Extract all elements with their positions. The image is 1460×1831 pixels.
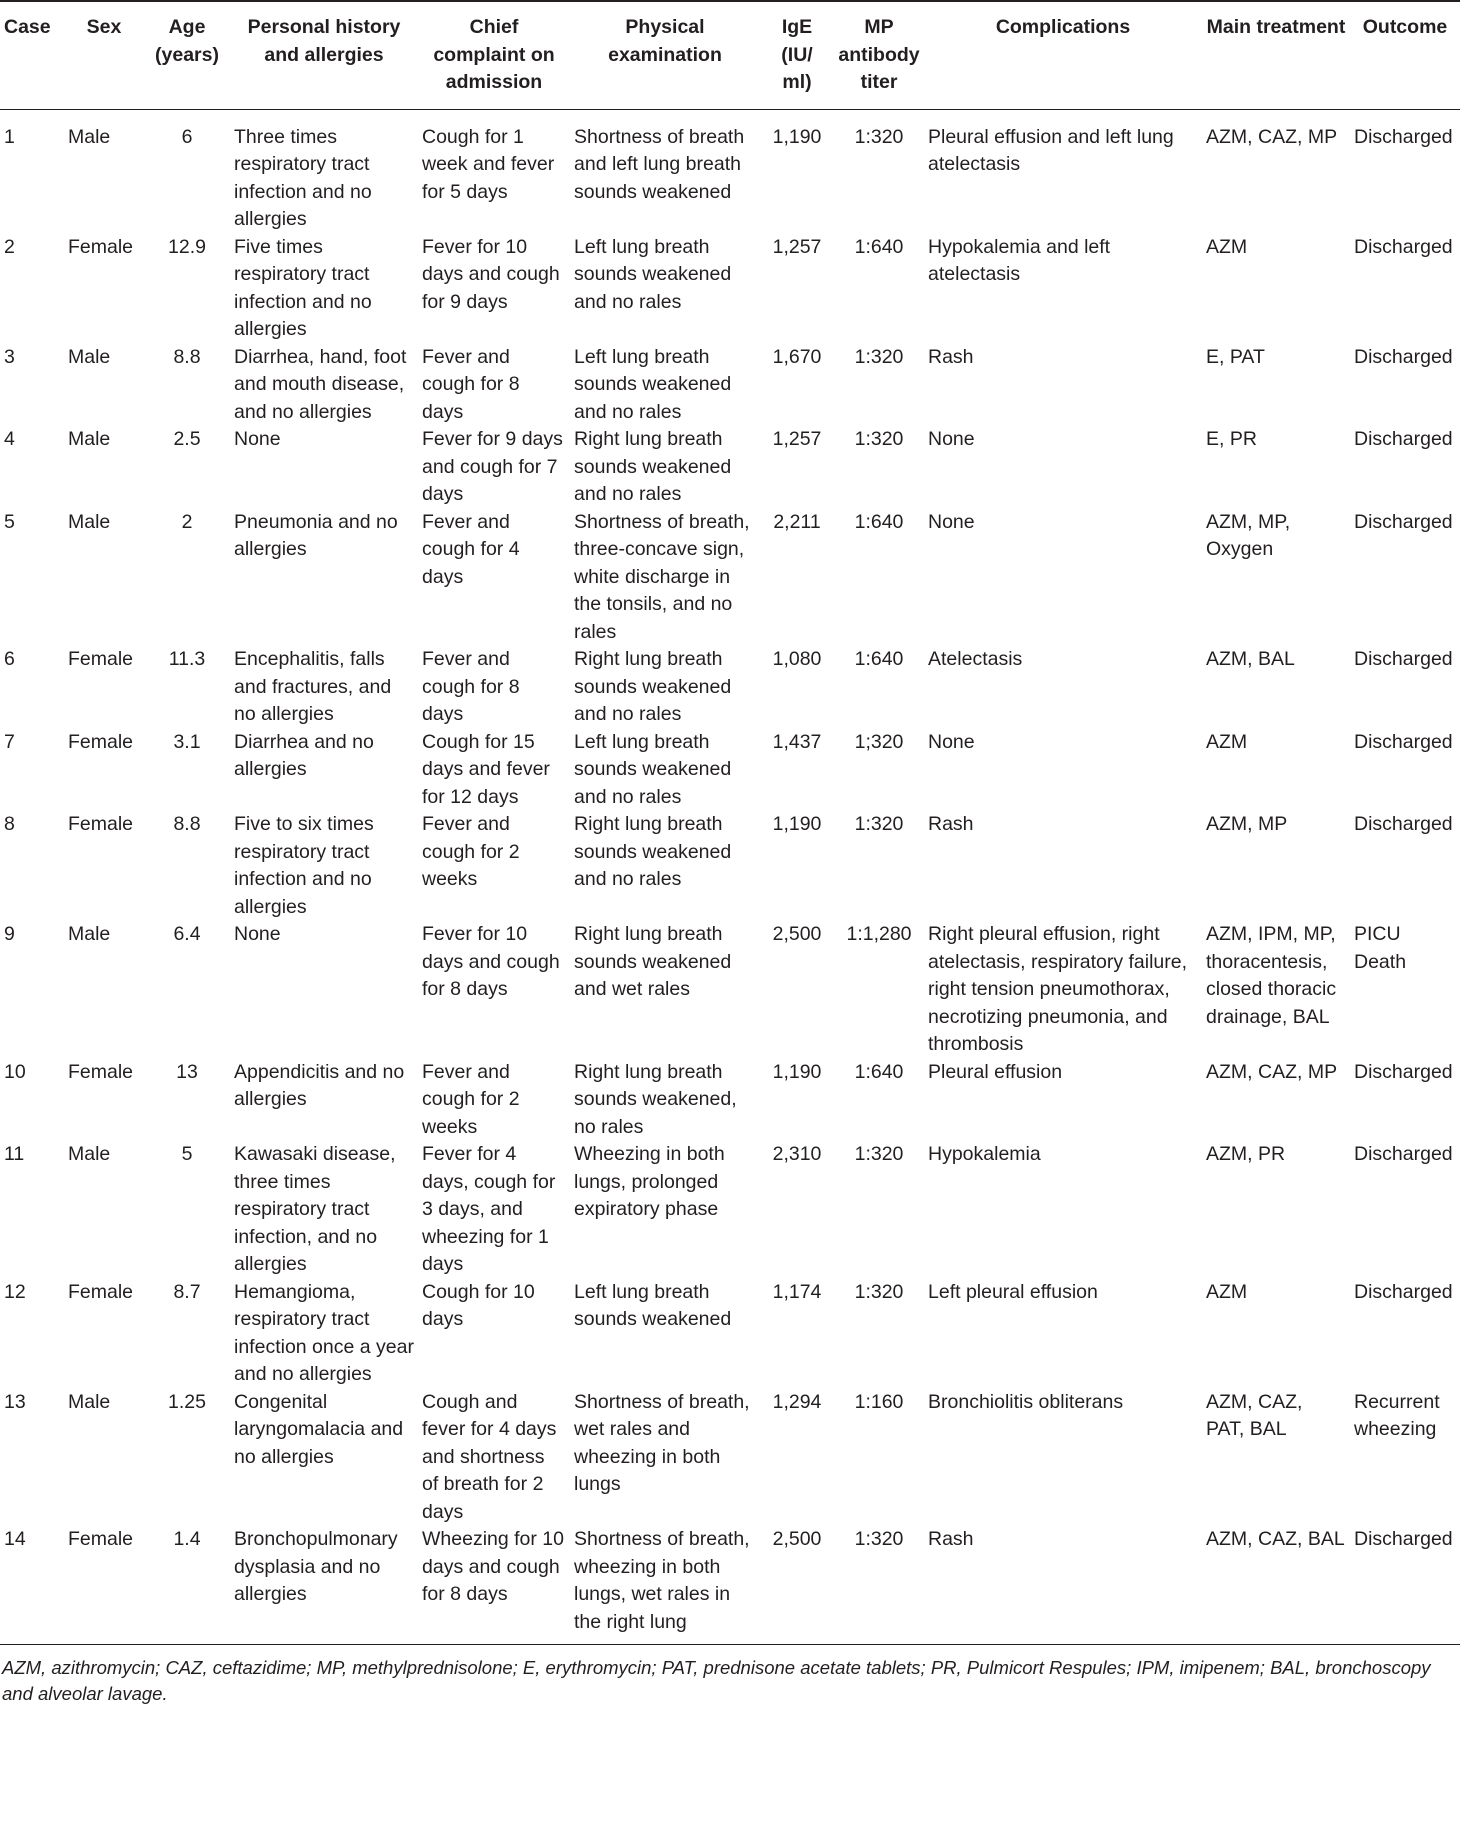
cell-personal-history: Diarrhea, hand, foot and mouth disease, and no allergies bbox=[234, 345, 407, 423]
cell-main-treatment: AZM, MP, Oxygen bbox=[1206, 510, 1291, 560]
cell-age: 5 bbox=[181, 1143, 193, 1165]
cell-main-treatment: AZM, IPM, MP, thoracentesis, closed thoracic drainage, BAL bbox=[1206, 923, 1337, 1028]
cell-ige: 1,174 bbox=[772, 1280, 822, 1303]
cell-case: 2 bbox=[4, 235, 15, 258]
cell-physical-examination: Left lung breath sounds weakened and no rales bbox=[574, 345, 732, 423]
cell-personal-history: Diarrhea and no allergies bbox=[234, 730, 374, 780]
cell-chief-complaint: Cough for 15 days and fever for 12 days bbox=[422, 730, 550, 808]
cell-personal-history: Three times respiratory tract infection and no allergies bbox=[234, 125, 372, 230]
cell-mp-antibody-titer: 1:320 bbox=[854, 345, 904, 368]
cell-ige: 1,257 bbox=[772, 428, 822, 450]
cell-personal-history: Five to six times respiratory tract infection and no allergies bbox=[234, 813, 374, 918]
table-row bbox=[0, 729, 1460, 812]
cell-outcome: Discharged bbox=[1354, 730, 1453, 753]
table-row bbox=[0, 109, 1460, 234]
table-row bbox=[0, 1526, 1460, 1645]
cell-main-treatment: AZM, BAL bbox=[1206, 648, 1295, 670]
cell-sex: Female bbox=[64, 1526, 144, 1645]
cell-physical-examination: Shortness of breath, three-concave sign, white discharge in the tonsils, and no rales bbox=[574, 510, 750, 643]
cell-physical-examination: Right lung breath sounds weakened and wet rales bbox=[574, 923, 732, 1000]
cell-ige: 1,080 bbox=[772, 648, 822, 670]
cell-outcome: Discharged bbox=[1354, 1143, 1453, 1165]
cell-mp-antibody-titer: 1;320 bbox=[854, 730, 904, 753]
cell-age: 2.5 bbox=[173, 428, 201, 450]
table-header bbox=[0, 1, 1460, 109]
header-physical-examination: Physical examination bbox=[570, 1, 760, 109]
cell-case: 14 bbox=[0, 1526, 64, 1645]
cell-personal-history: Appendicitis and no allergies bbox=[234, 1060, 405, 1110]
cell-outcome: Discharged bbox=[1354, 345, 1453, 368]
table-row bbox=[0, 234, 1460, 344]
header-complications: Complications bbox=[924, 1, 1202, 109]
cell-personal-history: Pneumonia and no allergies bbox=[234, 510, 398, 560]
table-row bbox=[0, 426, 1460, 509]
cell-complications: Pleural effusion bbox=[928, 1060, 1063, 1083]
cell-complications: Bronchiolitis obliterans bbox=[928, 1390, 1124, 1413]
cell-sex: Female bbox=[68, 730, 134, 753]
cell-outcome: Discharged bbox=[1350, 1526, 1460, 1645]
cell-complications: Pleural effusion and left lung atelectasis bbox=[928, 125, 1174, 175]
cell-sex: Female bbox=[68, 1280, 134, 1303]
cell-ige: 1,190 bbox=[772, 1060, 822, 1083]
table-row bbox=[0, 1389, 1460, 1527]
cell-ige: 2,211 bbox=[773, 510, 821, 533]
cell-outcome: Discharged bbox=[1354, 1060, 1453, 1083]
cell-complications: Right pleural effusion, right atelectasis, respiratory failure, right tension pneumothorax, necrotizing pneumonia, and thrombosis bbox=[928, 923, 1188, 1055]
cell-personal-history: None bbox=[234, 923, 281, 945]
cell-chief-complaint: Cough and fever for 4 days and shortness of breath for 2 days bbox=[422, 1390, 557, 1523]
cell-complications: Hypokalemia bbox=[928, 1143, 1041, 1165]
header-personal-history: Personal history and allergies bbox=[230, 1, 418, 109]
cell-chief-complaint: Wheezing for 10 days and cough for 8 days bbox=[418, 1526, 570, 1645]
cell-main-treatment: AZM, CAZ, MP bbox=[1206, 1060, 1338, 1083]
cell-ige: 1,190 bbox=[772, 813, 822, 835]
cell-ige: 2,310 bbox=[772, 1143, 822, 1165]
cell-mp-antibody-titer: 1:1,280 bbox=[846, 923, 912, 945]
cell-sex: Female bbox=[68, 648, 134, 670]
cell-age: 8.8 bbox=[173, 813, 201, 835]
cell-main-treatment: AZM, CAZ, MP bbox=[1206, 125, 1338, 148]
cell-sex: Male bbox=[68, 510, 111, 533]
cell-outcome: PICU Death bbox=[1354, 923, 1407, 973]
cell-chief-complaint: Fever and cough for 2 weeks bbox=[422, 1060, 520, 1138]
cell-personal-history: None bbox=[234, 428, 281, 450]
cell-complications: Rash bbox=[924, 1526, 1202, 1645]
header-mp-antibody-titer: MP antibody titer bbox=[834, 1, 924, 109]
header-ige: IgE (IU/ ml) bbox=[760, 1, 834, 109]
header-case: Case bbox=[0, 1, 64, 109]
cell-main-treatment: E, PAT bbox=[1206, 345, 1265, 368]
cell-case: 7 bbox=[4, 730, 15, 753]
cell-chief-complaint: Fever for 10 days and cough for 8 days bbox=[422, 923, 560, 1000]
cell-mp-antibody-titer: 1:640 bbox=[854, 648, 904, 670]
cell-case: 5 bbox=[4, 510, 15, 533]
cell-ige: 1,437 bbox=[772, 730, 822, 753]
cell-complications: Atelectasis bbox=[928, 648, 1023, 670]
cell-personal-history: Encephalitis, falls and fractures, and no allergies bbox=[234, 648, 392, 725]
cell-sex: Male bbox=[68, 428, 111, 450]
cell-main-treatment: AZM, CAZ, PAT, BAL bbox=[1206, 1390, 1303, 1440]
cell-mp-antibody-titer: 1:640 bbox=[854, 1060, 904, 1083]
cell-case: 1 bbox=[4, 125, 15, 148]
cell-case: 3 bbox=[4, 345, 15, 368]
cell-main-treatment: AZM, CAZ, BAL bbox=[1202, 1526, 1350, 1645]
cell-mp-antibody-titer: 1:640 bbox=[854, 235, 904, 258]
cell-case: 12 bbox=[4, 1280, 26, 1303]
cell-case: 4 bbox=[4, 428, 15, 450]
cell-chief-complaint: Fever for 10 days and cough for 9 days bbox=[422, 235, 560, 313]
cell-chief-complaint: Cough for 1 week and fever for 5 days bbox=[422, 125, 555, 203]
cell-physical-examination: Shortness of breath, wheezing in both lungs, wet rales in the right lung bbox=[570, 1526, 760, 1645]
cell-outcome: Discharged bbox=[1354, 125, 1453, 148]
cell-outcome: Discharged bbox=[1354, 510, 1453, 533]
cell-main-treatment: AZM, PR bbox=[1206, 1143, 1286, 1165]
cell-outcome: Discharged bbox=[1354, 235, 1453, 258]
table-row bbox=[0, 646, 1460, 729]
cell-ige: 1,257 bbox=[772, 235, 822, 258]
cell-sex: Female bbox=[68, 235, 134, 258]
cell-personal-history: Five times respiratory tract infection and no allergies bbox=[234, 235, 372, 340]
cell-chief-complaint: Fever and cough for 8 days bbox=[422, 345, 520, 423]
cell-ige: 1,294 bbox=[772, 1390, 822, 1413]
table-row bbox=[0, 509, 1460, 647]
cell-main-treatment: E, PR bbox=[1206, 428, 1257, 450]
cell-chief-complaint: Cough for 10 days bbox=[422, 1280, 535, 1330]
header-sex: Sex bbox=[64, 1, 144, 109]
cell-physical-examination: Wheezing in both lungs, prolonged expiratory phase bbox=[574, 1143, 725, 1220]
cell-case: 13 bbox=[4, 1390, 26, 1413]
cell-age: 1.25 bbox=[168, 1390, 206, 1413]
cell-complications: Rash bbox=[928, 345, 974, 368]
cell-ige: 2,500 bbox=[760, 1526, 834, 1645]
header-age: Age (years) bbox=[144, 1, 230, 109]
cell-age: 12.9 bbox=[168, 235, 206, 258]
cell-sex: Male bbox=[68, 1390, 111, 1413]
cell-outcome: Discharged bbox=[1354, 813, 1453, 835]
cell-mp-antibody-titer: 1:320 bbox=[854, 1280, 904, 1303]
cell-physical-examination: Right lung breath sounds weakened and no rales bbox=[574, 428, 732, 505]
cell-personal-history: Congenital laryngomalacia and no allergies bbox=[234, 1390, 404, 1468]
cell-physical-examination: Left lung breath sounds weakened bbox=[574, 1280, 732, 1330]
cell-ige: 1,190 bbox=[772, 125, 822, 148]
cell-physical-examination: Left lung breath sounds weakened and no rales bbox=[574, 730, 732, 808]
table-row bbox=[0, 921, 1460, 1059]
cell-sex: Female bbox=[68, 813, 134, 835]
cell-age: 8.7 bbox=[173, 1280, 201, 1303]
cell-complications: Rash bbox=[928, 813, 974, 835]
cell-case: 9 bbox=[4, 923, 15, 945]
cell-ige: 2,500 bbox=[772, 923, 822, 945]
cell-mp-antibody-titer: 1:320 bbox=[854, 1143, 904, 1165]
cell-chief-complaint: Fever and cough for 2 weeks bbox=[422, 813, 520, 890]
table-row bbox=[0, 1059, 1460, 1142]
cell-physical-examination: Right lung breath sounds weakened and no rales bbox=[574, 648, 732, 725]
cell-complications: Left pleural effusion bbox=[928, 1280, 1098, 1303]
cell-mp-antibody-titer: 1:320 bbox=[854, 125, 904, 148]
cell-case: 8 bbox=[4, 813, 15, 835]
header-row bbox=[0, 1, 1460, 109]
cell-age: 8.8 bbox=[173, 345, 201, 368]
cell-age: 1.4 bbox=[144, 1526, 230, 1645]
cell-mp-antibody-titer: 1:640 bbox=[854, 510, 904, 533]
cell-age: 2 bbox=[181, 510, 193, 533]
cell-personal-history: Hemangioma, respiratory tract infection once a year and no allergies bbox=[234, 1280, 414, 1385]
cell-case: 11 bbox=[4, 1143, 25, 1165]
cell-sex: Male bbox=[68, 125, 111, 148]
cell-complications: None bbox=[928, 510, 975, 533]
cell-physical-examination: Shortness of breath and left lung breath sounds weakened bbox=[574, 125, 745, 203]
cell-sex: Male bbox=[68, 923, 111, 945]
cell-ige: 1,670 bbox=[772, 345, 822, 368]
cell-physical-examination: Left lung breath sounds weakened and no rales bbox=[574, 235, 732, 313]
cell-chief-complaint: Fever for 9 days and cough for 7 days bbox=[422, 428, 563, 505]
cell-complications: Hypokalemia and left atelectasis bbox=[928, 235, 1111, 285]
cell-case: 6 bbox=[4, 648, 15, 670]
cell-sex: Male bbox=[68, 345, 111, 368]
table-row bbox=[0, 811, 1460, 921]
cell-sex: Male bbox=[68, 1143, 111, 1165]
cell-main-treatment: AZM bbox=[1206, 1280, 1248, 1303]
header-outcome: Outcome bbox=[1350, 1, 1460, 109]
table-footnote: AZM, azithromycin; CAZ, ceftazidime; MP, methylprednisolone; E, erythromycin; PAT, prednisone acetate tablets; PR, Pulmicort Respules; IPM, imipenem; BAL, bronchoscopy and alveolar lavage. bbox=[2, 1657, 1431, 1704]
cell-outcome: Discharged bbox=[1354, 648, 1453, 670]
cell-case: 10 bbox=[4, 1060, 26, 1083]
cell-mp-antibody-titer: 1:320 bbox=[854, 813, 904, 835]
cell-chief-complaint: Fever and cough for 4 days bbox=[422, 510, 520, 588]
cell-age: 6.4 bbox=[173, 923, 201, 945]
cell-chief-complaint: Fever and cough for 8 days bbox=[422, 648, 520, 725]
header-main-treatment: Main treatment bbox=[1202, 1, 1350, 109]
cell-age: 6 bbox=[181, 125, 193, 148]
table-body bbox=[0, 109, 1460, 1645]
cell-outcome: Recurrent wheezing bbox=[1354, 1390, 1440, 1440]
cell-personal-history: Bronchopulmonary dysplasia and no allergies bbox=[230, 1526, 418, 1645]
cell-mp-antibody-titer: 1:160 bbox=[854, 1390, 904, 1413]
cell-main-treatment: AZM bbox=[1206, 235, 1248, 258]
table-row bbox=[0, 344, 1460, 427]
cell-physical-examination: Right lung breath sounds weakened and no rales bbox=[574, 813, 732, 890]
table-row bbox=[0, 1141, 1460, 1279]
cell-age: 13 bbox=[176, 1060, 198, 1083]
table-row bbox=[0, 1279, 1460, 1389]
header-chief-complaint: Chief complaint on admission bbox=[418, 1, 570, 109]
cell-age: 11.3 bbox=[168, 648, 206, 670]
cell-main-treatment: AZM bbox=[1206, 730, 1248, 753]
cell-complications: None bbox=[928, 730, 975, 753]
cell-age: 3.1 bbox=[173, 730, 201, 753]
cell-mp-antibody-titer: 1:320 bbox=[854, 428, 904, 450]
cell-complications: None bbox=[928, 428, 975, 450]
cell-physical-examination: Right lung breath sounds weakened, no rales bbox=[574, 1060, 737, 1138]
cell-personal-history: Kawasaki disease, three times respiratory tract infection, and no allergies bbox=[234, 1143, 396, 1275]
cell-sex: Female bbox=[68, 1060, 134, 1083]
cell-physical-examination: Shortness of breath, wet rales and wheezing in both lungs bbox=[574, 1390, 750, 1495]
cell-main-treatment: AZM, MP bbox=[1206, 813, 1288, 835]
cell-outcome: Discharged bbox=[1354, 1280, 1453, 1303]
cell-outcome: Discharged bbox=[1354, 428, 1453, 450]
cell-chief-complaint: Fever for 4 days, cough for 3 days, and wheezing for 1 days bbox=[422, 1143, 556, 1275]
cell-mp-antibody-titer: 1:320 bbox=[834, 1526, 924, 1645]
